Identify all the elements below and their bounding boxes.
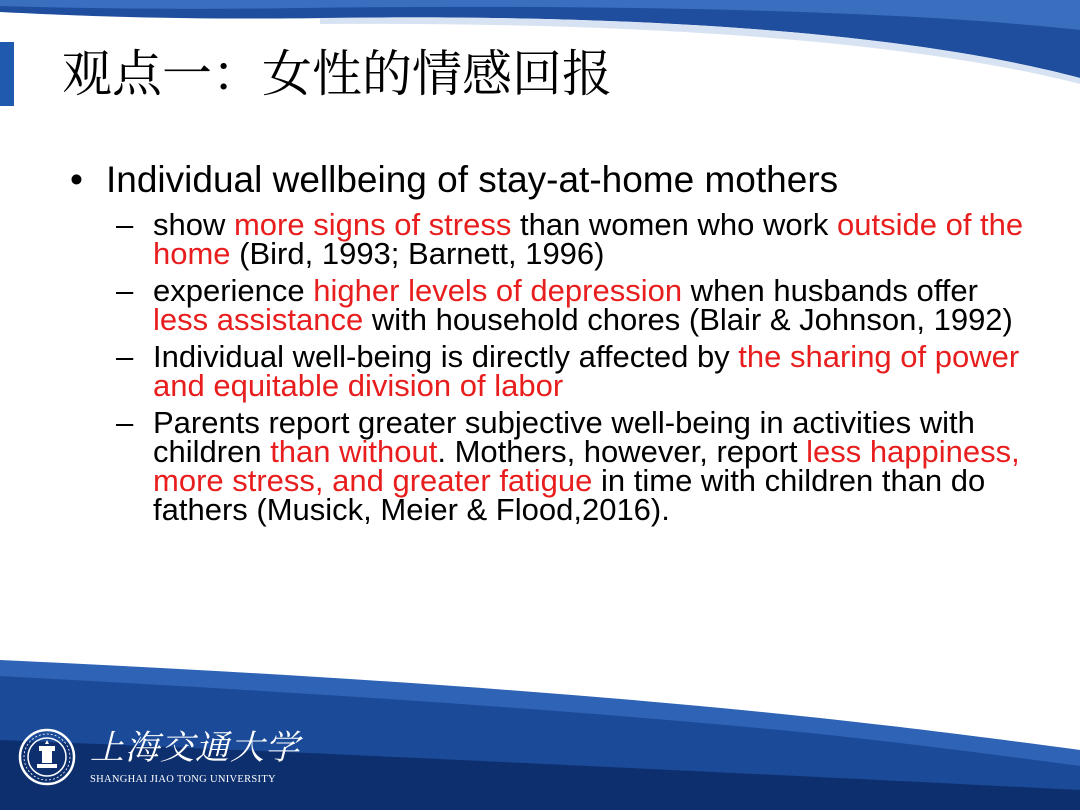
university-name-cn: 上海交通大学 [90,728,300,768]
body-text: in time with children than do fathers (Musick, Meier & Flood,2016). [153,463,986,527]
sub-bullet-2 [70,273,1035,337]
body-text: show [153,207,234,242]
sub-bullet-4 [70,405,1035,527]
bullet-icon: • [70,159,83,200]
sub-bullet-1 [70,207,1035,271]
highlighted-text: than without [270,434,438,469]
body-text: than women who work [511,207,838,242]
body-text: when husbands offer [682,273,978,308]
sub-bullet-list [70,207,1035,527]
sub-bullet-3 [70,339,1035,403]
dash-icon: – [116,405,134,440]
dash-icon: – [116,273,134,308]
highlighted-text: the sharing of power and equitable division of labor [153,339,1020,403]
sjtu-emblem-icon [18,728,76,786]
main-bullet-text: Individual wellbeing of stay-at-home mothers [106,159,839,200]
slide-title: 观点一：女性的情感回报 [62,45,612,103]
highlighted-text: more signs of stress [233,207,512,242]
title-accent-bar [0,42,14,106]
body-text: with household chores (Blair & Johnson, 1992) [363,302,1013,337]
highlighted-text: less assistance [153,302,364,337]
body-text: (Bird, 1993; Barnett, 1996) [230,236,605,271]
highlighted-text: less happiness, more stress, and greater fatigue [153,434,1020,498]
dash-icon: – [116,339,134,374]
body-text: Individual well-being is directly affected by [153,339,739,374]
university-logo [18,722,300,792]
body-text: experience [153,273,314,308]
body-text: . Mothers, however, report [437,434,807,469]
university-name-en: SHANGHAI JIAO TONG UNIVERSITY [90,774,276,785]
highlighted-text: higher levels of depression [313,273,683,308]
dash-icon: – [116,207,134,242]
highlighted-text: outside of the home [153,207,1024,271]
body-text: Parents report greater subjective well-being in activities with children [153,405,975,469]
main-bullet [70,157,1035,202]
slide-content [70,157,1035,527]
